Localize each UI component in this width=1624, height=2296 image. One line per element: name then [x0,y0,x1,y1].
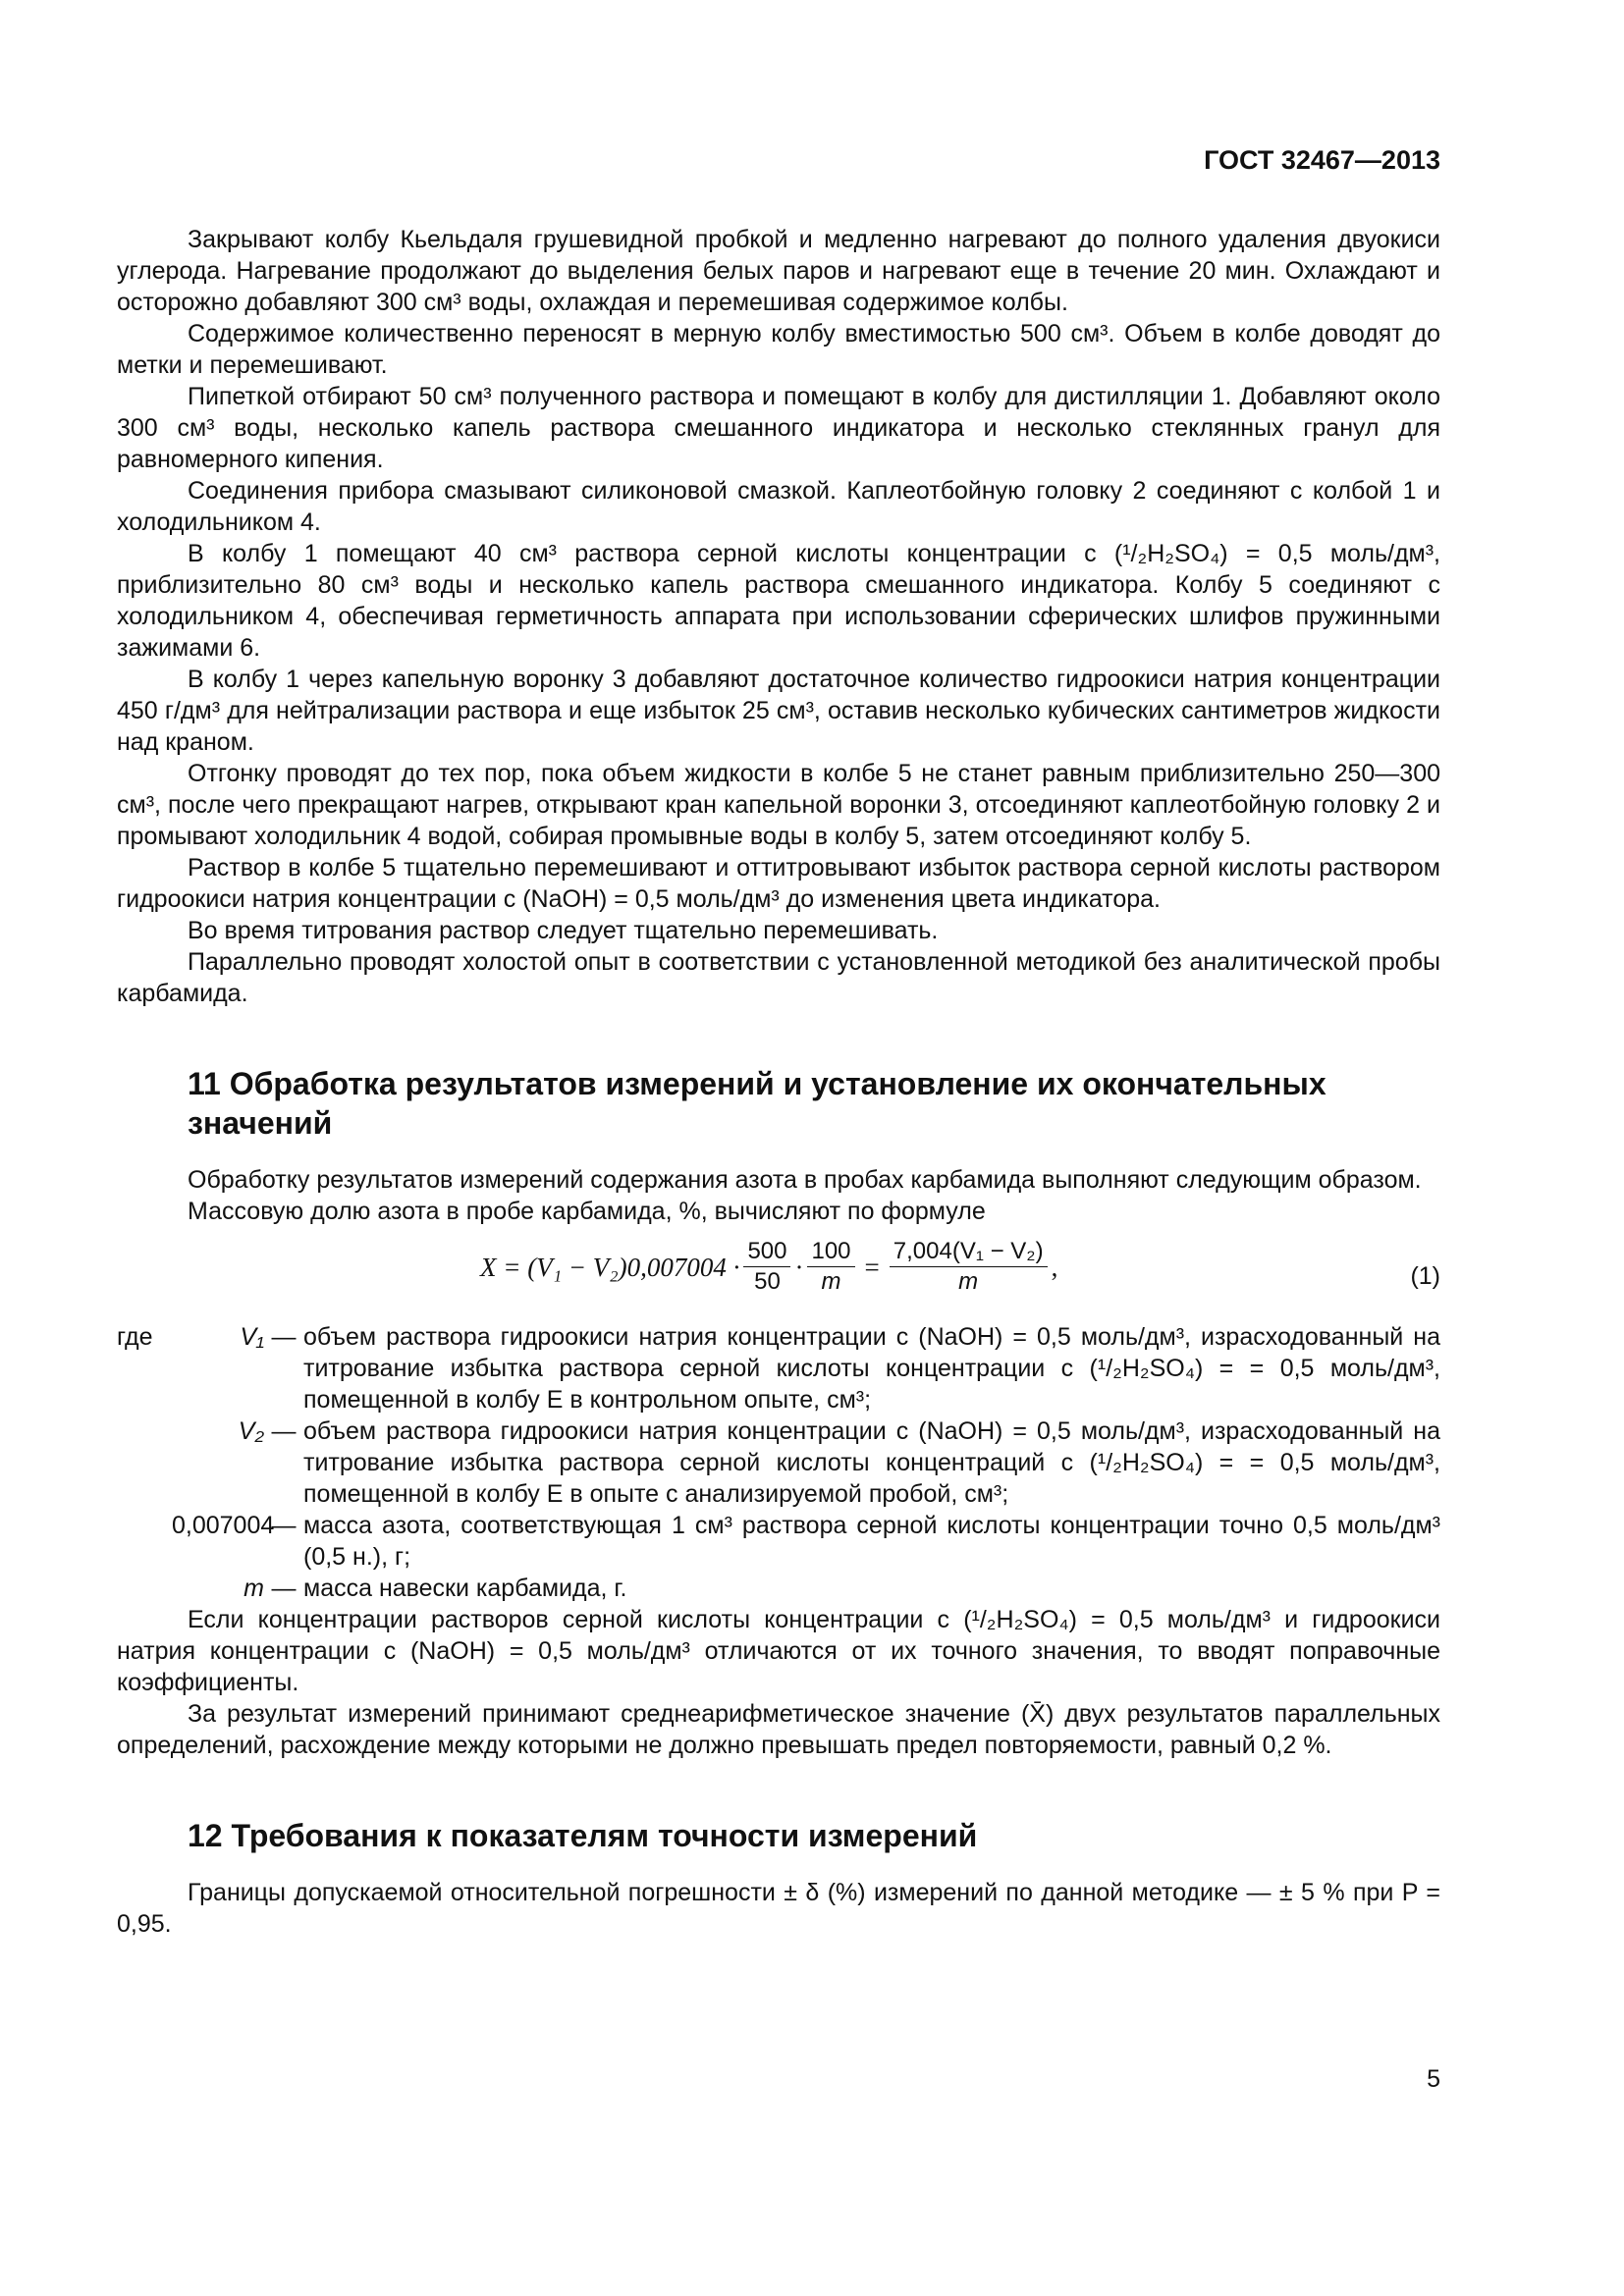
definition-dash: — [271,1417,297,1445]
fraction-numerator: 500 [743,1237,790,1267]
definition-text: объем раствора гидроокиси натрия концентрации c (NaOH) = 0,5 моль/дм³, израсходованный на титрование избытка раствора серной кислоты концентрации c (¹/₂H₂SO₄) = = 0,5 моль/дм³, помещенной в колбу E в контрольном опыте, см³; [303,1323,1440,1414]
paragraph: Обработку результатов измерений содержания азота в пробах карбамида выполняют следующим образом. [188,1166,1422,1194]
fraction-100-m [807,1237,854,1297]
fraction-500-50 [743,1237,790,1297]
definition-row [117,1573,1440,1604]
definition-dash: — [271,1323,297,1351]
paragraph: Параллельно проводят холостой опыт в соответствии с установленной методикой без аналитической пробы карбамида. [117,948,1440,1007]
formula-body [480,1237,1057,1297]
definition-text: масса азота, соответствующая 1 см³ раствора серной кислоты концентрации точно 0,5 моль/дм³ (0,5 н.), г; [303,1512,1440,1571]
definition-dash: — [271,1575,297,1602]
paragraph: В колбу 1 помещают 40 см³ раствора серной кислоты концентрации c (¹/₂H₂SO₄) = 0,5 моль/дм³, приблизительно 80 см³ воды и несколько капель раствора смешанного индикатора. Колбу 5 соединяют с холодильником 4, обеспечивая герметичность аппарата при использовании сферических шлифов пружинными зажимами 6. [117,540,1440,662]
paragraph: Пипеткой отбирают 50 см³ полученного раствора и помещают в колбу для дистилляции 1. Добавляют около 300 см³ воды, несколько капель раствора смешанного индикатора и несколько стеклянных гранул для равномерного кипения. [117,383,1440,473]
where-label: где [117,1323,153,1351]
paragraph: Во время титрования раствор следует тщательно перемешивать. [188,917,939,944]
paragraph: Содержимое количественно переносят в мерную колбу вместимостью 500 см³. Объем в колбе доводят до метки и перемешивают. [117,320,1440,379]
formula-comma: , [1051,1252,1058,1282]
paragraph: Границы допускаемой относительной погрешности ± δ (%) измерений по данной методике — ± 5 % при P = 0,95. [117,1879,1440,1938]
paragraph: В колбу 1 через капельную воронку 3 добавляют достаточное количество гидроокиси натрия концентрации 450 г/дм³ для нейтрализации раствора и еще избыток 25 см³, оставив несколько кубических сантиметров жидкости над краном. [117,666,1440,756]
definition-symbol: m [244,1575,264,1602]
section-11-title: 11 Обработка результатов измерений и установление их окончательных значений [188,1066,1326,1141]
multiply-dot: · [794,1252,804,1282]
definition-symbol: V₂ [238,1417,264,1445]
equation-number: (1) [1410,1262,1440,1290]
paragraph: За результат измерений принимают среднеарифметическое значение (X̄) двух результатов параллельных определений, расхождение между которыми не должно превышать предел повторяемости, равный 0,2 %. [117,1700,1440,1759]
formula-lhs: X = (V₁ − V₂)0,007004 · [480,1252,740,1282]
definition-text: объем раствора гидроокиси натрия концентрации c (NaOH) = 0,5 моль/дм³, израсходованный на титрование избытка раствора серной кислоты концентраций c (¹/₂H₂SO₄) = = 0,5 моль/дм³, помещенной в колбу E в опыте с анализируемой пробой, см³; [303,1417,1440,1508]
formula-1 [117,1233,1440,1317]
definition-symbol: V₁ [240,1323,264,1351]
paragraph: Раствор в колбе 5 тщательно перемешивают и оттитровывают избыток раствора серной кислоты раствором гидроокиси натрия концентрации c (NaOH) = 0,5 моль/дм³ до изменения цвета индикатора. [117,854,1440,913]
fraction-denominator: 50 [754,1268,781,1295]
fraction-numerator: 7,004(V₁ − V₂) [890,1237,1048,1267]
definition-row [117,1321,1440,1415]
variable-definitions [117,1321,1440,1604]
fraction-denominator: m [958,1268,979,1295]
definition-text: масса навески карбамида, г. [303,1575,627,1602]
definition-row [117,1415,1440,1510]
paragraph: Массовую долю азота в пробе карбамида, %, вычисляют по формуле [188,1198,986,1225]
document-header: ГОСТ 32467—2013 [1204,145,1440,175]
page-number: 5 [1427,2065,1440,2093]
fraction-result [890,1237,1048,1297]
paragraph: Отгонку проводят до тех пор, пока объем жидкости в колбе 5 не станет равным приблизительно 250—300 см³, после чего прекращают нагрев, открывают кран капельной воронки 3, отсоединяют каплеотбойную головку 2 и промывают холодильник 4 водой, собирая промывные воды в колбу 5, затем отсоединяют колбу 5. [117,760,1440,850]
document-body [117,224,1440,1940]
paragraph: Закрывают колбу Кьельдаля грушевидной пробкой и медленно нагревают до полного удаления двуокиси углерода. Нагревание продолжают до выделения белых паров и нагревают еще в течение 20 мин. Охлаждают и осторожно добавляют 300 см³ воды, охлаждая и перемешивая содержимое колбы. [117,226,1440,316]
paragraph: Соединения прибора смазывают силиконовой смазкой. Каплеотбойную головку 2 соединяют с колбой 1 и холодильником 4. [117,477,1440,536]
fraction-denominator: m [821,1268,841,1295]
document-page [117,0,1440,2296]
definition-row [117,1510,1440,1573]
definition-dash: — [271,1512,297,1539]
equals-sign: = [864,1252,880,1282]
definition-symbol: 0,007004 [172,1512,275,1539]
paragraph: Если концентрации растворов серной кислоты концентрации c (¹/₂H₂SO₄) = 0,5 моль/дм³ и гидроокиси натрия концентрации c (NaOH) = 0,5 моль/дм³ отличаются от их точного значения, то вводят поправочные коэффициенты. [117,1606,1440,1696]
fraction-numerator: 100 [807,1237,854,1267]
section-12-title: 12 Требования к показателям точности измерений [188,1818,978,1853]
